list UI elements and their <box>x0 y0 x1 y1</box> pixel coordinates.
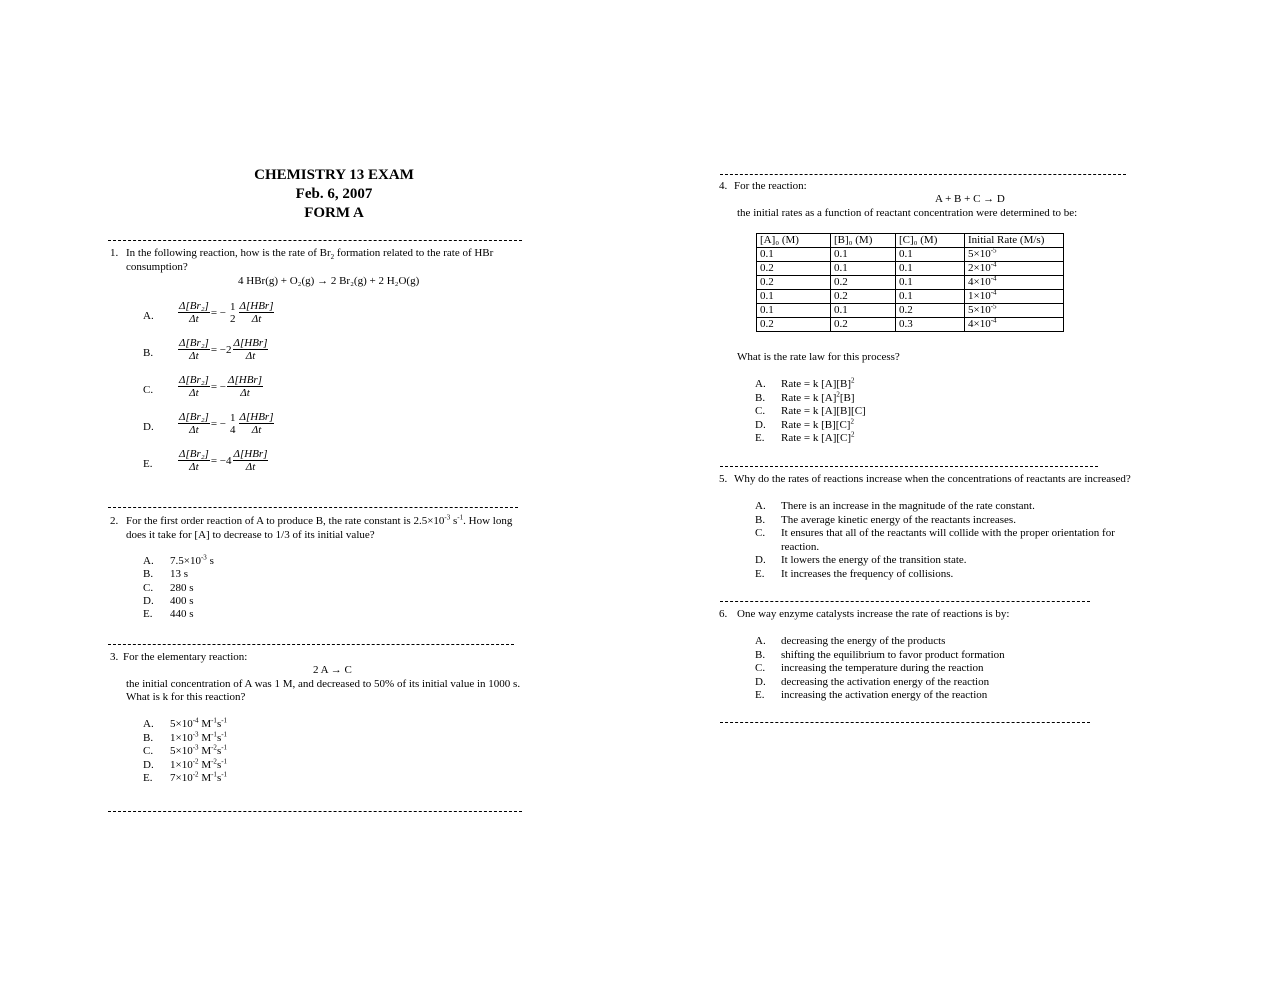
table-cell: 0.1 <box>831 304 896 318</box>
rate-mantissa: 4×10 <box>968 318 991 330</box>
option-letter: B. <box>755 391 766 404</box>
table-row <box>757 276 1064 290</box>
question-text: For the reaction: <box>734 180 807 192</box>
reaction-equation: A + B + C → D <box>935 193 1005 205</box>
table-cell: 0.2 <box>757 276 831 290</box>
equals-sign: = −2 <box>210 344 232 356</box>
option-letter: A. <box>755 635 766 647</box>
option-letter: E. <box>143 608 153 621</box>
table-cell: 0.1 <box>896 276 965 290</box>
unit: s <box>216 745 222 757</box>
unit: M <box>198 745 212 757</box>
rate-mantissa: 5×10 <box>968 304 991 316</box>
option-letter: C. <box>143 745 154 757</box>
denominator: Δt <box>251 424 262 436</box>
rate-law: Rate = k [A][B] <box>781 378 852 390</box>
option-letter: B. <box>755 513 766 526</box>
option-letter: D. <box>755 675 766 688</box>
table-cell: 0.1 <box>831 262 896 276</box>
numerator: Δ[HBr] <box>239 411 274 423</box>
option-text <box>781 432 855 445</box>
option-letter: D. <box>755 418 766 431</box>
exponent: 2 <box>836 389 840 398</box>
table-cell: 0.1 <box>757 290 831 304</box>
question-text: For the first order reaction of A to produce B, the rate constant is $2.5\times 10^{-3}$ $s^{-1}$. How long <box>126 513 513 527</box>
exponent: -3 <box>192 729 199 738</box>
unit: s <box>216 731 222 744</box>
right-page <box>640 0 1280 989</box>
exponent: -1 <box>221 743 228 752</box>
unit: s <box>216 758 222 771</box>
exponent: -1 <box>221 756 228 765</box>
divider <box>720 722 1090 723</box>
rate-law: Rate = k [A] <box>781 391 837 404</box>
exponent: -3 <box>192 743 199 752</box>
rate-expression <box>178 300 274 326</box>
option-text: It ensures that all of the reactants will collide with the proper orientation for <box>781 527 1115 539</box>
fraction <box>178 374 210 400</box>
rate-expression <box>178 374 263 400</box>
denominator: Δt <box>245 350 256 362</box>
rate-mantissa: 5×10 <box>968 248 991 260</box>
equals-sign: = − <box>210 418 227 430</box>
equals-sign: = −4 <box>210 455 232 467</box>
divider <box>108 644 514 645</box>
option-letter: A. <box>143 718 154 730</box>
coefficient-denominator: 4 <box>230 423 236 436</box>
value: 7×10 <box>170 772 193 784</box>
rate-mantissa: 1×10 <box>968 290 991 302</box>
option-letter: E. <box>755 567 765 580</box>
rate-exponent: -4 <box>990 316 997 325</box>
option-text <box>170 608 194 621</box>
option-letter: A. <box>143 310 154 322</box>
question-text: Why do the rates of reactions increase when the concentrations of reactants are increased? <box>734 473 1131 485</box>
rate-exponent: -4 <box>990 274 997 283</box>
coefficient-denominator: 2 <box>230 312 236 325</box>
rate-exponent: -4 <box>990 260 997 269</box>
fraction <box>178 411 210 437</box>
question-text-line2: consumption? <box>126 261 188 273</box>
table-header-row <box>757 234 1064 248</box>
table-cell: 0.2 <box>831 290 896 304</box>
value: 440 s <box>170 608 194 621</box>
option-letter: C. <box>755 405 766 417</box>
option-text: decreasing the activation energy of the reaction <box>781 675 990 688</box>
exponent: 2 <box>850 416 854 425</box>
question-text: One way enzyme catalysts increase the rate of reactions is by: <box>737 608 1010 620</box>
option-text <box>781 416 854 432</box>
exponent: 2 <box>851 430 855 439</box>
option-letter: E. <box>143 458 153 470</box>
option-text: shifting the equilibrium to favor product formation <box>781 648 1005 661</box>
option-text: increasing the activation energy of the reaction <box>781 689 988 701</box>
rate-mantissa: 2×10 <box>968 262 991 274</box>
option-letter: A. <box>755 378 766 390</box>
value: 400 s <box>170 594 194 607</box>
exponent: -1 <box>211 716 217 725</box>
question-text-line3: What is k for this reaction? <box>126 691 246 703</box>
question-number: 3. <box>110 651 119 663</box>
table-cell: 0.1 <box>831 248 896 262</box>
numerator: Δ[HBr] <box>233 337 268 349</box>
option-letter: B. <box>143 347 154 359</box>
question-number: 2. <box>110 515 119 527</box>
value: 7.5×10 <box>170 555 201 567</box>
rate-expression <box>178 411 274 437</box>
question-number: 5. <box>719 473 728 485</box>
divider <box>108 507 518 508</box>
denominator: Δt <box>251 313 262 325</box>
denominator: Δt <box>189 387 199 399</box>
option-text: decreasing the energy of the products <box>781 635 946 647</box>
coefficient-numerator: 1 <box>230 300 236 313</box>
coefficient-numerator: 1 <box>230 411 236 424</box>
exponent: -1 <box>221 716 228 725</box>
numerator: Δ[Br₂] <box>179 374 209 386</box>
table-row <box>757 262 1064 276</box>
fraction <box>233 337 269 363</box>
option-text: reaction. <box>781 540 820 553</box>
fraction <box>178 337 210 363</box>
rate-exponent: -5 <box>990 246 997 255</box>
option-text <box>170 568 188 581</box>
question-text: In the following reaction, how is the rate of $Br_2$ formation related to the rate of HBr <box>126 247 494 262</box>
rate-cell <box>965 276 1064 290</box>
question-prompt: What is the rate law for this process? <box>737 351 900 363</box>
exponent: -2 <box>192 770 199 779</box>
option-letter: B. <box>755 648 766 661</box>
divider <box>720 174 1126 175</box>
unit: s <box>216 718 222 730</box>
rate-exponent: -4 <box>990 288 997 297</box>
exponent: -2 <box>211 743 217 752</box>
rate-cell <box>965 290 1064 304</box>
question-number: 4. <box>719 180 728 192</box>
exam-form: FORM A <box>304 205 364 221</box>
exam-date: Feb. 6, 2007 <box>295 186 373 202</box>
rate-law: Rate = k [B][C] <box>781 418 851 431</box>
unit: M <box>198 731 212 744</box>
exponent: 2 <box>851 376 855 385</box>
value: 1×10 <box>170 731 193 744</box>
rate-cell <box>965 304 1064 318</box>
rate-exponent: -5 <box>990 302 997 311</box>
fraction <box>239 300 275 326</box>
exponent: -1 <box>211 729 217 738</box>
equals-sign: = − <box>210 381 227 393</box>
option-text: There is an increase in the magnitude of the rate constant. <box>781 500 1035 512</box>
unit: M <box>198 718 212 730</box>
table-cell: 0.1 <box>757 248 831 262</box>
option-letter: E. <box>755 689 765 701</box>
coefficient-fraction <box>229 301 237 326</box>
fraction <box>178 300 210 326</box>
option-text: It lowers the energy of the transition state. <box>781 554 967 566</box>
option-text <box>170 772 227 785</box>
rate-expression <box>178 448 268 474</box>
numerator: Δ[Br₂] <box>179 300 209 312</box>
column-header: [A]₀ (M) <box>757 234 831 248</box>
table-cell: 0.1 <box>757 304 831 318</box>
question-text-line2: the initial rates as a function of reactant concentration were determined to be: <box>737 207 1078 219</box>
question-number: 6. <box>719 608 728 620</box>
option-text <box>170 595 194 608</box>
rate-cell <box>965 248 1064 262</box>
denominator: Δt <box>189 424 199 436</box>
exponent: -1 <box>221 729 228 738</box>
option-letter: E. <box>755 432 765 444</box>
numerator: Δ[HBr] <box>239 300 274 312</box>
exponent: -3 <box>200 553 207 562</box>
table-cell: 0.2 <box>831 318 896 332</box>
denominator: Δt <box>189 461 199 473</box>
numerator: Δ[HBr] <box>233 448 268 460</box>
reaction-equation: 4 HBr(g) + O₂(g) → 2 Br₂(g) + 2 H₂O(g) <box>238 275 420 287</box>
table-cell: 0.2 <box>896 304 965 318</box>
table-cell: 0.2 <box>757 262 831 276</box>
rate-data-table <box>756 233 1064 332</box>
rate-law: Rate = k [A][C] <box>781 432 852 444</box>
rate-law: Rate = k [A][B][C] <box>781 405 866 417</box>
option-letter: D. <box>755 554 766 566</box>
numerator: Δ[Br₂] <box>179 411 209 423</box>
denominator: Δt <box>189 350 199 362</box>
value: 5×10 <box>170 745 193 757</box>
denominator: Δt <box>240 387 250 399</box>
exponent: -2 <box>192 756 199 765</box>
table-cell: 0.1 <box>896 290 965 304</box>
exam-title: CHEMISTRY 13 EXAM <box>254 167 414 183</box>
table-cell: 0.3 <box>896 318 965 332</box>
unit: s <box>216 772 222 784</box>
unit: M <box>198 758 212 771</box>
rate-law-rest: [B] <box>839 391 855 404</box>
rate-cell <box>965 262 1064 276</box>
option-text <box>170 582 194 595</box>
question-text: For the elementary reaction: <box>123 651 248 663</box>
coefficient-fraction <box>229 412 237 437</box>
option-text: The average kinetic energy of the reactants increases. <box>781 513 1016 526</box>
option-text <box>170 555 214 568</box>
option-letter: B. <box>143 731 154 744</box>
numerator: Δ[Br₂] <box>179 448 209 460</box>
option-letter: D. <box>143 421 154 433</box>
option-text <box>781 378 855 391</box>
rate-cell <box>965 318 1064 332</box>
numerator: Δ[Br₂] <box>179 337 209 349</box>
table-cell: 0.2 <box>757 318 831 332</box>
option-text: increasing the temperature during the reaction <box>781 662 984 674</box>
exponent: -2 <box>211 756 217 765</box>
option-letter: C. <box>143 384 154 396</box>
table-cell: 0.1 <box>896 248 965 262</box>
option-letter: D. <box>143 594 154 607</box>
option-letter: C. <box>143 581 154 594</box>
divider <box>108 811 522 812</box>
option-letter: C. <box>755 662 766 674</box>
option-letter: E. <box>143 772 153 784</box>
value: 13 s <box>170 568 189 581</box>
table-row <box>757 318 1064 332</box>
column-header: Initial Rate (M/s) <box>965 234 1064 248</box>
divider <box>720 601 1090 602</box>
denominator: Δt <box>189 313 199 325</box>
question-text-line2: does it take for [A] to decrease to 1/3 of its initial value? <box>126 529 375 541</box>
numerator: Δ[HBr] <box>228 374 262 386</box>
option-letter: A. <box>755 500 766 512</box>
value: 280 s <box>170 581 194 594</box>
option-letter: B. <box>143 568 154 581</box>
question-number: 1. <box>110 247 119 259</box>
reaction-equation: 2 A → C <box>313 664 352 676</box>
unit: M <box>198 772 212 784</box>
option-text <box>781 389 855 405</box>
value: 5×10 <box>170 718 193 730</box>
fraction <box>178 448 210 474</box>
table-cell: 0.1 <box>896 262 965 276</box>
column-header: [B]₀ (M) <box>831 234 896 248</box>
equals-sign: = − <box>210 307 227 319</box>
fraction <box>227 374 263 400</box>
option-letter: D. <box>143 758 154 771</box>
rate-mantissa: 4×10 <box>968 276 991 288</box>
option-letter: C. <box>755 527 766 539</box>
column-header: [C]₀ (M) <box>896 234 965 248</box>
exponent: -1 <box>211 770 217 779</box>
divider <box>108 240 522 241</box>
value: 1×10 <box>170 758 193 771</box>
table-row <box>757 290 1064 304</box>
table-row <box>757 304 1064 318</box>
table-row <box>757 248 1064 262</box>
option-text: It increases the frequency of collisions. <box>781 567 954 580</box>
option-letter: A. <box>143 555 154 567</box>
exponent: -1 <box>221 770 228 779</box>
fraction <box>233 448 269 474</box>
denominator: Δt <box>245 461 256 473</box>
fraction <box>239 411 275 437</box>
exponent: -4 <box>192 716 199 725</box>
question-text-line2: the initial concentration of A was 1 M, and decreased to 50% of its initial value in 1000 s. <box>126 678 521 690</box>
divider <box>720 466 1098 467</box>
unit: s <box>206 555 214 567</box>
rate-expression <box>178 337 268 363</box>
table-cell: 0.2 <box>831 276 896 290</box>
